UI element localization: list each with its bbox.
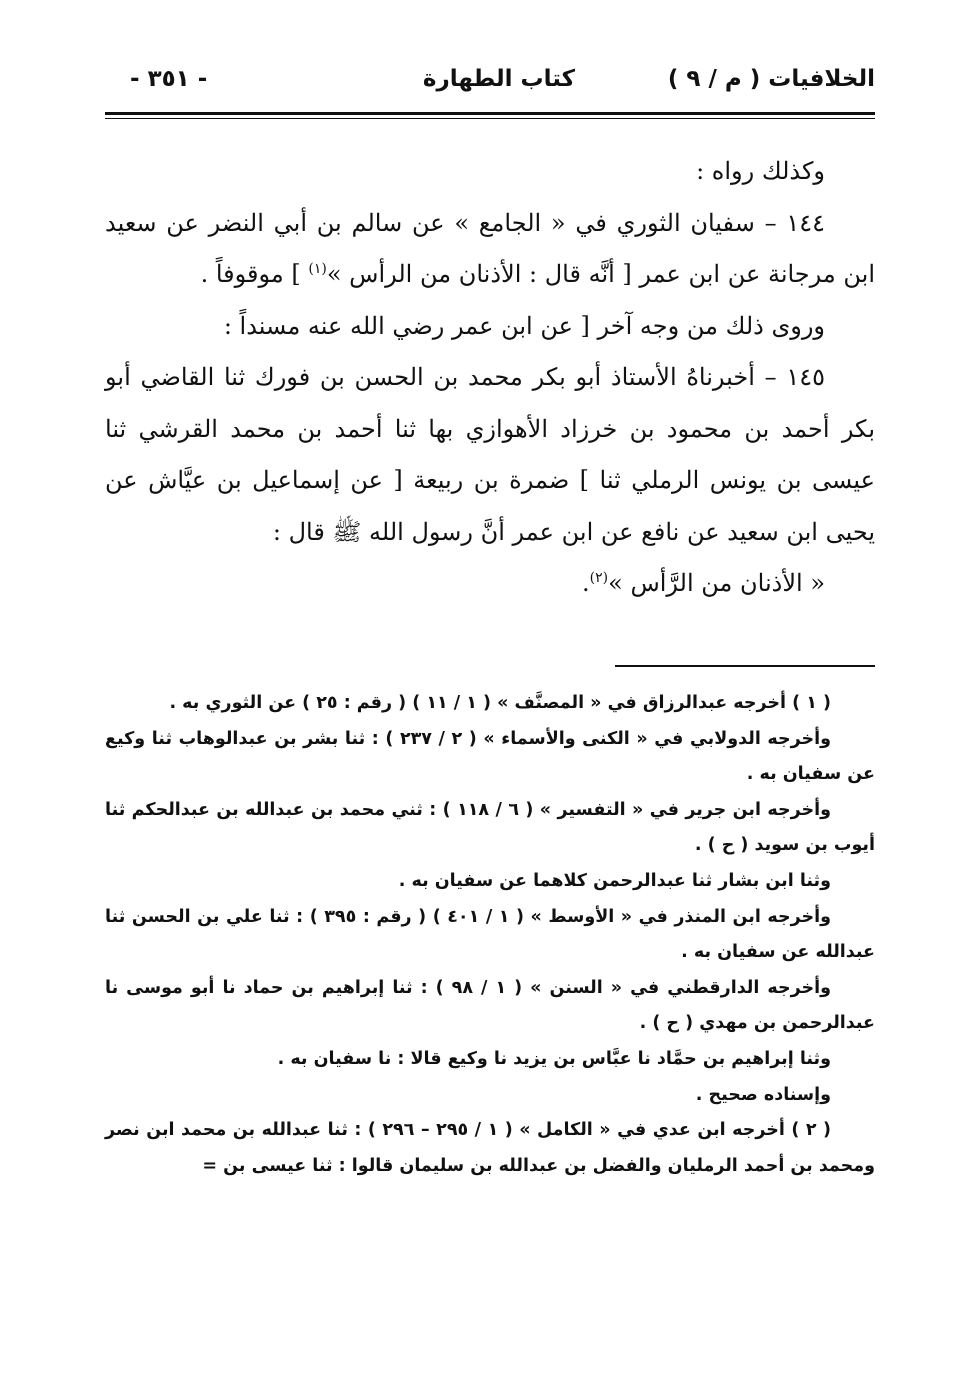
page-header [105,58,875,106]
paragraph-144-text: ١٤٤ – سفيان الثوري في « الجامع » عن سالم بن أبي النضر عن سعيد ابن مرجانة عن ابن عمر [ أنَّه قال : الأذنان من الرأس » [105,208,875,288]
footnote-line: وأخرجه الدارقطني في « السنن » ( ١ / ٩٨ ) : ثنا إبراهيم بن حماد نا أبو موسى نا عبدالرحمن بن مهدي ( ح ) . [105,977,875,1034]
footnote-2: ( ٢ ) أخرجه ابن عدي في « الكامل » ( ١ / ٢٩٥ – ٢٩٦ ) : ثنا عبدالله بن محمد ابن نصر ومحمد بن أحمد الرمليان والفضل بن عبدالله بن سليمان قالوا : ثنا عيسى بن = [105,1120,875,1176]
footnote-line: وأخرجه الدولابي في « الكنى والأسماء » ( ٢ / ٢٣٧ ) : ثنا بشر بن عبدالوهاب ثنا وكيع عن سفيان به . [105,728,875,785]
running-title: الخلافيات ( م / ٩ ) [667,66,875,92]
page-number: - ٣٥١ - [130,66,208,92]
paragraph-144-end: ] موقوفاً . [200,260,309,288]
footnote-ref-1: (١) [308,261,327,277]
paragraph-intro: وكذلك رواه : [696,157,825,185]
footnote-line: وأخرجه ابن المنذر في « الأوسط » ( ١ / ٤٠١ ) ( رقم : ٣٩٥ ) : ثنا علي بن الحسن ثنا عبدالله عن سفيان به . [105,906,875,963]
footnote-1: ( ١ ) أخرجه عبدالرزاق في « المصنَّف » ( ١ / ١١ ) ( رقم : ٢٥ ) عن الثوري به . [169,693,831,713]
chapter-title: كتاب الطهارة [422,66,575,92]
footnote-line: وثنا ابن بشار ثنا عبدالرحمن كلاهما عن سفيان به . [398,870,831,891]
main-text [105,146,875,610]
footnote-line: وأخرجه ابن جرير في « التفسير » ( ٦ / ١١٨ ) : ثني محمد بن عبدالله بن عبدالحكم ثنا أيوب بن سويد ( ح ) . [105,799,875,856]
footnotes [105,686,875,1184]
paragraph-145: ١٤٥ – أخبرناهُ الأستاذ أبو بكر محمد بن الحسن بن فورك ثنا القاضي أبو بكر أحمد بن محمود بن خرزاد الأهوازي بها ثنا أحمد بن محمد القرشي ثنا عيسى بن يونس الرملي ثنا ] ضمرة بن ربيعة [ عن إسماعيل بن عيَّاش عن يحيى ابن سعيد عن نافع عن ابن عمر أنَّ رسول الله ﷺ قال : [105,363,875,546]
paragraph-144 [105,198,875,301]
paragraph-hadith [105,558,875,610]
paragraph-another-route: وروى ذلك من وجه آخر [ عن ابن عمر رضي الله عنه مسنداً : [223,311,825,340]
footnote-ref-2: (٢) [589,570,609,586]
hadith-end: . [582,569,590,597]
header-rule-thin [105,118,875,119]
header-rule-thick [105,112,875,115]
footnote-separator [615,665,875,667]
hadith-text: « الأذنان من الرَّأس » [608,569,825,597]
footnote-line: وإسناده صحيح . [695,1084,831,1105]
footnote-line: وثنا إبراهيم بن حمَّاد نا عبَّاس بن يزيد نا وكيع قالا : نا سفيان به . [277,1048,831,1069]
